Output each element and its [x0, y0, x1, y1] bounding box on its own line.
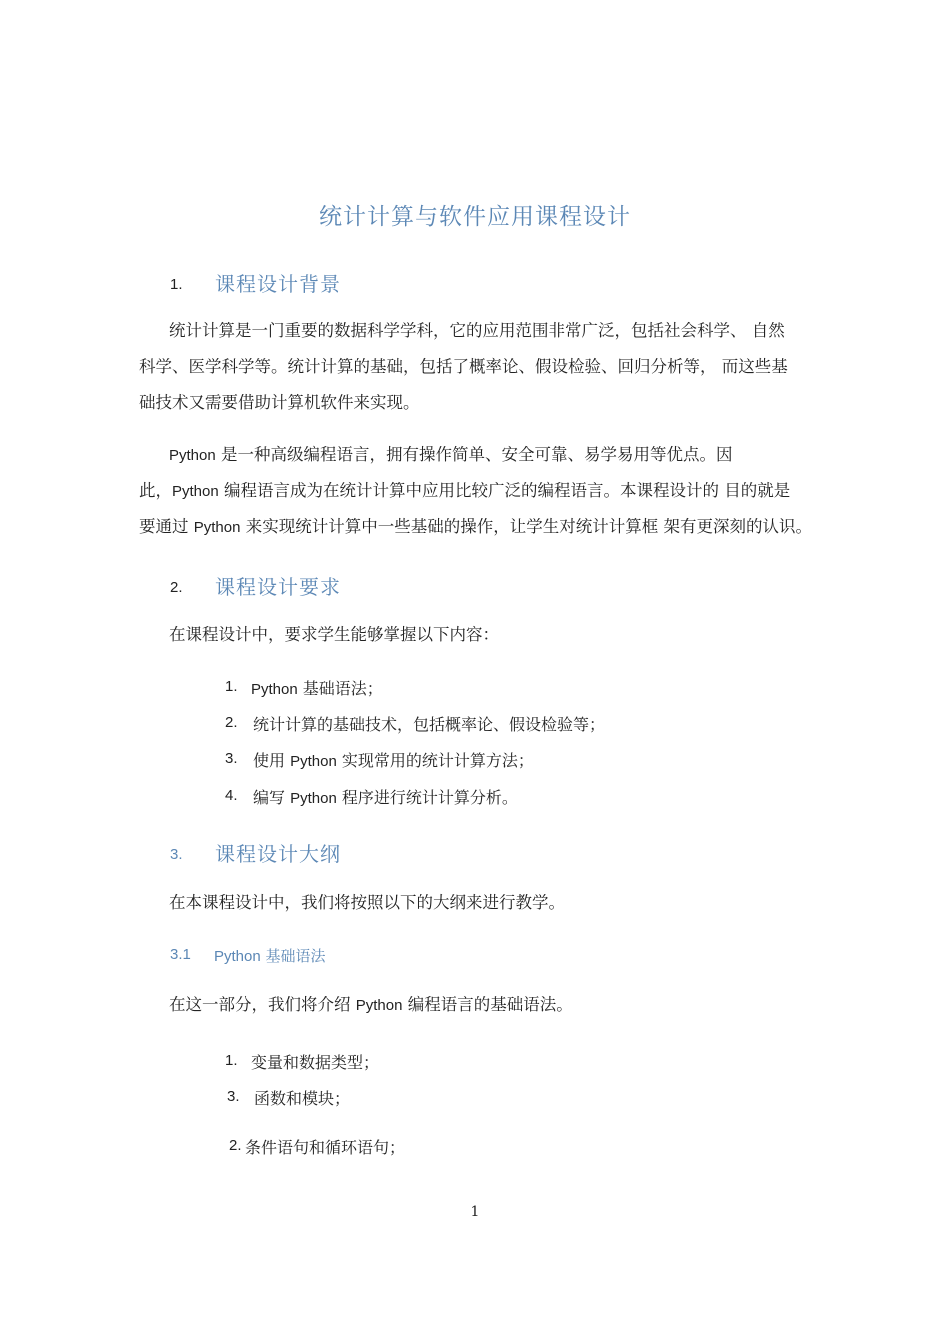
python-term: Python [193, 519, 241, 536]
subsection-3-1-number: 3.1 [170, 946, 191, 963]
section-1-p2-line2: 此，Python 编程语言成为在统计计算中应用比较广泛的编程语言。本课程设计的 目的就是 [139, 481, 791, 500]
section-3-number: 3. [170, 846, 183, 863]
section-1-heading: 课程设计背景 [215, 272, 341, 296]
section-2-number: 2. [170, 579, 183, 596]
section-2-intro: 在课程设计中，要求学生能够掌握以下内容： [169, 625, 499, 644]
req-item-2-text: 统计计算的基础技术，包括概率论、假设检验等； [253, 715, 606, 734]
syntax-item-3-text: 条件语句和循环语句； [245, 1138, 406, 1157]
syntax-item-1-text: 变量和数据类型； [251, 1053, 380, 1072]
section-1-p1-line3: 础技术又需要借助计算机软件来实现。 [139, 393, 420, 412]
python-term: Python [169, 447, 216, 464]
syntax-item-2-number: 3. [227, 1088, 240, 1105]
req-item-2-number: 2. [225, 714, 238, 731]
section-1-p2-line1: Python 是一种高级编程语言，拥有操作简单、安全可靠、易学易用等优点。因 [169, 445, 733, 464]
req-item-1-text: Python 基础语法； [251, 679, 383, 698]
section-1-p1-line2: 科学、医学科学等。统计计算的基础，包括了概率论、假设检验、回归分析等， 而这些基 [139, 357, 788, 376]
req-item-3-number: 3. [225, 750, 238, 767]
syntax-item-2-text: 函数和模块； [254, 1089, 351, 1108]
python-term: Python [355, 997, 403, 1014]
section-3-intro: 在本课程设计中，我们将按照以下的大纲来进行教学。 [169, 893, 565, 912]
syntax-item-1-number: 1. [225, 1052, 238, 1069]
python-term: Python [172, 483, 219, 500]
subsection-3-1-intro: 在这一部分，我们将介绍 Python 编程语言的基础语法。 [169, 995, 573, 1014]
section-1-number: 1. [170, 276, 183, 293]
syntax-item-3-number: 2. [229, 1137, 242, 1154]
req-item-4-text: 编写 Python 程序进行统计计算分析。 [253, 788, 518, 807]
section-1-p2-line3: 要通过 Python 来实现统计计算中一些基础的操作，让学生对统计计算框 架有更深刻的认识。 [139, 517, 812, 536]
section-2-heading: 课程设计要求 [215, 575, 341, 599]
section-1-p1-line1: 统计计算是一门重要的数据科学学科，它的应用范围非常广泛，包括社会科学、 自然 [169, 321, 785, 340]
req-item-3-text: 使用 Python 实现常用的统计计算方法； [253, 751, 534, 770]
page-number: 1 [470, 1204, 480, 1220]
req-item-4-number: 4. [225, 787, 238, 804]
req-item-1-number: 1. [225, 678, 238, 695]
document-title: 统计计算与软件应用课程设计 [319, 204, 631, 230]
section-3-heading: 课程设计大纲 [215, 842, 341, 866]
subsection-3-1-heading: Python 基础语法 [214, 947, 326, 965]
